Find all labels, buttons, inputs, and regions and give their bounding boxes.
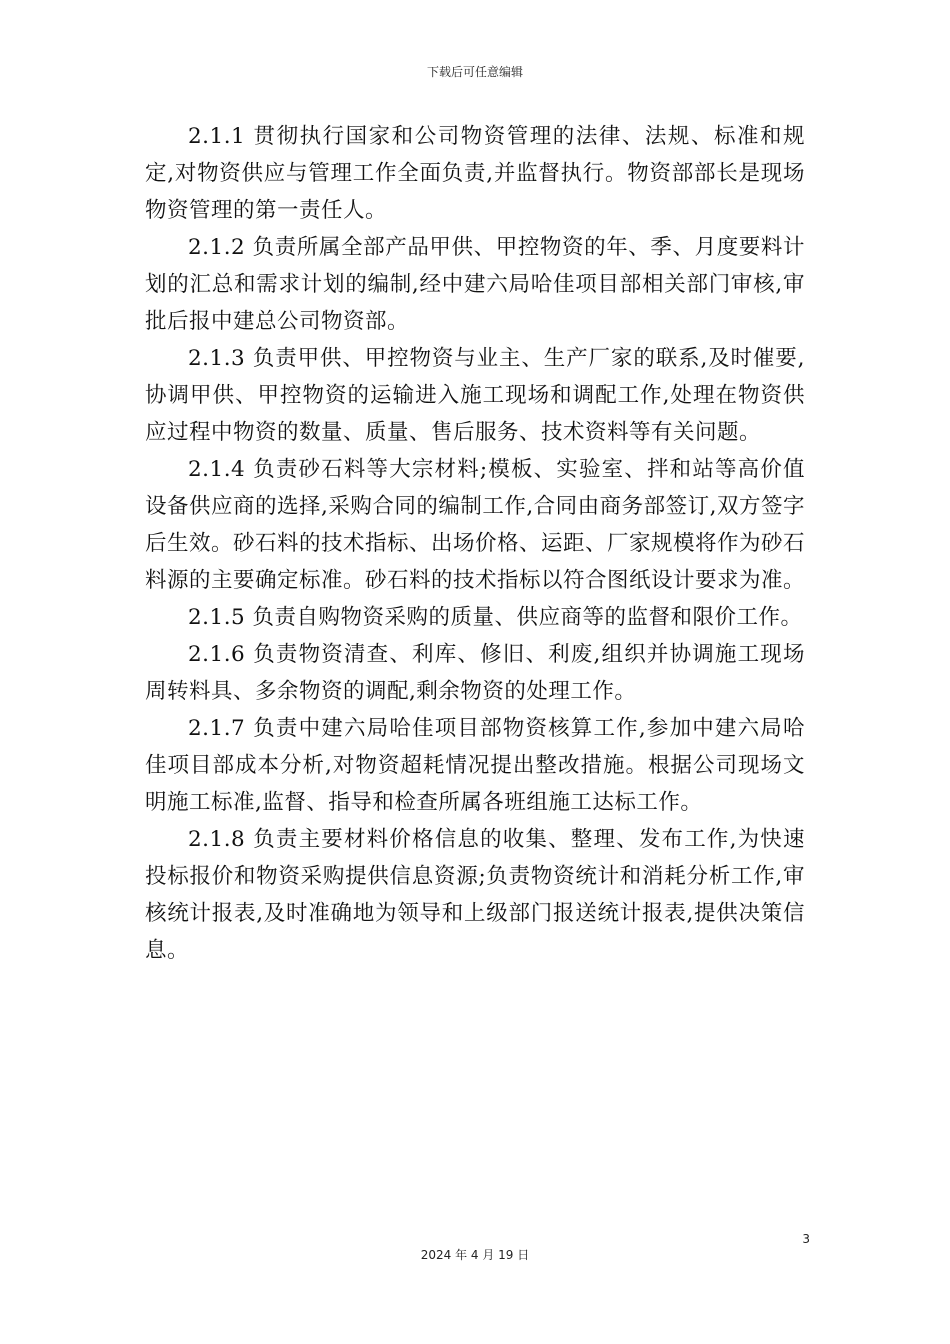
paragraph-2-1-3: 2.1.3 负责甲供、甲控物资与业主、生产厂家的联系,及时催要,协调甲供、甲控物资的运输进入施工现场和调配工作,处理在物资供应过程中物资的数量、质量、售后服务、技术资料等有关问题。 [145,346,805,445]
paragraph-2-1-6: 2.1.6 负责物资清查、利库、修旧、利废,组织并协调施工现场周转料具、多余物资的调配,剩余物资的处理工作。 [145,642,805,704]
paragraph-2-1-2: 2.1.2 负责所属全部产品甲供、甲控物资的年、季、月度要料计划的汇总和需求计划的编制,经中建六局哈佳项目部相关部门审核,审批后报中建总公司物资部。 [145,235,805,334]
paragraph-2-1-5: 2.1.5 负责自购物资采购的质量、供应商等的监督和限价工作。 [188,605,803,630]
paragraph-2-1-7: 2.1.7 负责中建六局哈佳项目部物资核算工作,参加中建六局哈佳项目部成本分析,对物资超耗情况提出整改措施。根据公司现场文明施工标准,监督、指导和检查所属各班组施工达标工作。 [145,716,805,815]
page-footer-date: 2024 年 4 月 19 日 [420,1248,530,1262]
page-number: 3 [802,1232,810,1246]
paragraph-2-1-4: 2.1.4 负责砂石料等大宗材料;模板、实验室、拌和站等高价值设备供应商的选择,采购合同的编制工作,合同由商务部签订,双方签字后生效。砂石料的技术指标、出场价格、运距、厂家规模将作为砂石料源的主要确定标准。砂石料的技术指标以符合图纸设计要求为准。 [145,457,806,593]
paragraph-2-1-1: 2.1.1 贯彻执行国家和公司物资管理的法律、法规、标准和规定,对物资供应与管理工作全面负责,并监督执行。物资部部长是现场物资管理的第一责任人。 [145,124,805,223]
document-body [145,118,805,969]
page-header: 下载后可任意编辑 [426,65,523,79]
paragraph-2-1-8: 2.1.8 负责主要材料价格信息的收集、整理、发布工作,为快速投标报价和物资采购提供信息资源;负责物资统计和消耗分析工作,审核统计报表,及时准确地为领导和上级部门报送统计报表,提供决策信息。 [145,827,805,963]
